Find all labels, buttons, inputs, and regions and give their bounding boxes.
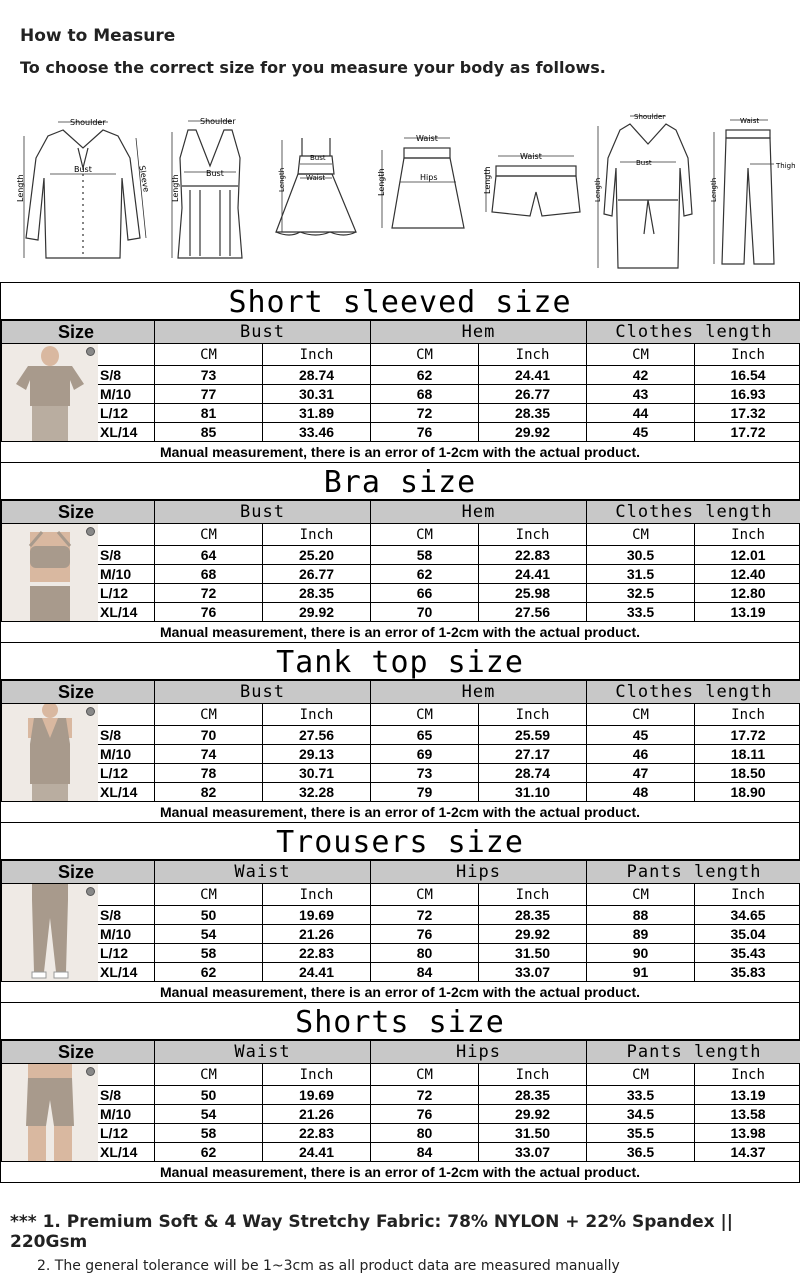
unit-inch: Inch (263, 344, 371, 366)
measurement-cell: 13.98 (695, 1124, 800, 1143)
measurement-cell: 69 (371, 745, 479, 764)
measurement-cell: 68 (371, 385, 479, 404)
size-label: M/10 (98, 565, 155, 584)
measurement-cell: 88 (587, 906, 695, 925)
measurement-cell: 70 (155, 726, 263, 745)
measurement-cell: 76 (371, 423, 479, 442)
measurement-cell: 19.69 (263, 906, 371, 925)
measurement-cell: 29.13 (263, 745, 371, 764)
size-label: XL/14 (98, 423, 155, 442)
measurement-cell: 35.5 (587, 1124, 695, 1143)
blank-cell (98, 344, 155, 366)
size-label: XL/14 (98, 1143, 155, 1162)
product-photo (2, 344, 98, 442)
measurement-cell: 33.5 (587, 603, 695, 622)
table-row (2, 783, 800, 802)
photo-badge-icon (86, 887, 95, 896)
size-table (1, 1040, 800, 1162)
size-label: L/12 (98, 584, 155, 603)
size-section-short-sleeve-top (1, 283, 799, 463)
measurement-cell: 31.10 (479, 783, 587, 802)
tank-top-photo-icon (2, 704, 98, 801)
measurement-cell: 72 (371, 906, 479, 925)
column-header: Waist (155, 861, 371, 884)
size-header: Size (2, 681, 155, 704)
dress-waist-label: Waist (306, 174, 326, 182)
measurement-cell: 17.32 (695, 404, 800, 423)
table-row (2, 546, 800, 565)
unit-cm: CM (155, 1064, 263, 1086)
measurement-cell: 25.59 (479, 726, 587, 745)
column-header: Pants length (587, 1041, 800, 1064)
measurement-cell: 29.92 (479, 1105, 587, 1124)
size-label: S/8 (98, 906, 155, 925)
measurement-cell: 66 (371, 584, 479, 603)
column-header: Bust (155, 681, 371, 704)
diagram-vest (160, 108, 260, 276)
coat-icon (590, 108, 700, 276)
measurement-diagrams (0, 108, 800, 276)
measurement-cell: 13.19 (695, 1086, 800, 1105)
measurement-cell: 32.28 (263, 783, 371, 802)
measurement-cell: 16.93 (695, 385, 800, 404)
unit-inch: Inch (479, 884, 587, 906)
skirt-waist-label: Waist (416, 134, 438, 143)
measurement-note: Manual measurement, there is an error of 1-2cm with the actual product. (1, 982, 799, 1003)
measurement-cell: 73 (155, 366, 263, 385)
skirt-length-label: Length (377, 168, 386, 196)
measurement-cell: 25.20 (263, 546, 371, 565)
shirt-icon (8, 108, 158, 276)
size-label: S/8 (98, 726, 155, 745)
measurement-cell: 62 (371, 565, 479, 584)
measurement-cell: 27.56 (479, 603, 587, 622)
unit-inch: Inch (479, 704, 587, 726)
measurement-cell: 28.35 (263, 584, 371, 603)
pants-thigh-label: Thigh (776, 162, 796, 170)
measurement-cell: 70 (371, 603, 479, 622)
measurement-cell: 29.92 (479, 423, 587, 442)
size-label: XL/14 (98, 783, 155, 802)
diagram-coat (590, 108, 700, 276)
measurement-cell: 65 (371, 726, 479, 745)
measurement-cell: 45 (587, 726, 695, 745)
vest-bust-label: Bust (206, 169, 224, 178)
unit-inch: Inch (695, 1064, 800, 1086)
measurement-cell: 50 (155, 906, 263, 925)
measurement-cell: 48 (587, 783, 695, 802)
measurement-cell: 91 (587, 963, 695, 982)
measurement-cell: 64 (155, 546, 263, 565)
unit-cm: CM (587, 884, 695, 906)
measurement-cell: 58 (155, 1124, 263, 1143)
unit-inch: Inch (263, 704, 371, 726)
measurement-cell: 28.35 (479, 906, 587, 925)
measurement-cell: 31.89 (263, 404, 371, 423)
unit-cm: CM (155, 344, 263, 366)
measurement-cell: 80 (371, 944, 479, 963)
table-row (2, 1105, 800, 1124)
photo-badge-icon (86, 707, 95, 716)
size-label: L/12 (98, 1124, 155, 1143)
measurement-cell: 35.83 (695, 963, 800, 982)
measurement-cell: 18.50 (695, 764, 800, 783)
measurement-cell: 90 (587, 944, 695, 963)
size-section-bra (1, 463, 799, 643)
photo-badge-icon (86, 527, 95, 536)
measurement-cell: 31.5 (587, 565, 695, 584)
coat-bust-label: Bust (636, 159, 652, 167)
diagram-shirt (8, 108, 158, 276)
size-header: Size (2, 321, 155, 344)
measurement-cell: 19.69 (263, 1086, 371, 1105)
size-table (1, 500, 800, 622)
shorts-waist-label: Waist (520, 152, 542, 161)
measurement-cell: 25.98 (479, 584, 587, 603)
measurement-note: Manual measurement, there is an error of 1-2cm with the actual product. (1, 802, 799, 823)
measurement-cell: 35.43 (695, 944, 800, 963)
size-table (1, 320, 800, 442)
column-header: Bust (155, 321, 371, 344)
measurement-cell: 30.71 (263, 764, 371, 783)
measurement-cell: 50 (155, 1086, 263, 1105)
column-header: Hem (371, 501, 587, 524)
measurement-cell: 36.5 (587, 1143, 695, 1162)
fabric-note: *** 1. Premium Soft & 4 Way Stretchy Fabric: 78% NYLON + 22% Spandex || 220Gsm (10, 1212, 733, 1252)
measurement-cell: 43 (587, 385, 695, 404)
measurement-note: Manual measurement, there is an error of 1-2cm with the actual product. (1, 622, 799, 643)
measurement-cell: 84 (371, 1143, 479, 1162)
product-photo (2, 704, 98, 802)
unit-inch: Inch (479, 344, 587, 366)
measurement-cell: 32.5 (587, 584, 695, 603)
measurement-cell: 12.80 (695, 584, 800, 603)
shorts-icon (476, 108, 586, 276)
table-row (2, 726, 800, 745)
footer-notes (10, 1212, 800, 1274)
measurement-cell: 72 (371, 1086, 479, 1105)
unit-cm: CM (155, 704, 263, 726)
size-label: XL/14 (98, 963, 155, 982)
column-header: Waist (155, 1041, 371, 1064)
blank-cell (98, 884, 155, 906)
measurement-cell: 58 (371, 546, 479, 565)
shirt-length-label: Length (16, 174, 25, 202)
product-photo (2, 1064, 98, 1162)
measurement-cell: 34.5 (587, 1105, 695, 1124)
size-table (1, 860, 800, 982)
diagram-dress (270, 108, 360, 276)
table-row (2, 603, 800, 622)
size-label: L/12 (98, 764, 155, 783)
table-row (2, 423, 800, 442)
measurement-cell: 28.35 (479, 404, 587, 423)
measurement-cell: 77 (155, 385, 263, 404)
unit-cm: CM (155, 524, 263, 546)
short-sleeve-top-photo-icon (2, 344, 98, 441)
measurement-cell: 29.92 (263, 603, 371, 622)
vest-length-label: Length (171, 174, 180, 202)
measurement-cell: 85 (155, 423, 263, 442)
measurement-cell: 44 (587, 404, 695, 423)
measurement-cell: 54 (155, 1105, 263, 1124)
measurement-cell: 28.74 (479, 764, 587, 783)
section-title: Trousers size (1, 823, 799, 860)
table-row (2, 963, 800, 982)
how-to-measure-heading: How to Measure (20, 26, 176, 46)
unit-inch: Inch (695, 884, 800, 906)
measurement-cell: 76 (371, 925, 479, 944)
measurement-cell: 33.07 (479, 1143, 587, 1162)
unit-cm: CM (587, 344, 695, 366)
bra-photo-icon (2, 524, 98, 621)
dress-bust-label: Bust (310, 154, 326, 162)
measurement-cell: 24.41 (479, 565, 587, 584)
size-label: L/12 (98, 404, 155, 423)
unit-inch: Inch (263, 1064, 371, 1086)
product-photo (2, 524, 98, 622)
table-row (2, 1124, 800, 1143)
coat-shoulder-label: Shoulder (634, 113, 666, 121)
size-label: L/12 (98, 944, 155, 963)
diagram-skirt (370, 108, 470, 276)
measurement-cell: 12.01 (695, 546, 800, 565)
photo-badge-icon (86, 1067, 95, 1076)
column-header: Hem (371, 681, 587, 704)
table-row (2, 1086, 800, 1105)
how-to-measure-subheading: To choose the correct size for you measure your body as follows. (20, 58, 606, 77)
size-label: S/8 (98, 1086, 155, 1105)
unit-cm: CM (587, 704, 695, 726)
measurement-cell: 22.83 (263, 1124, 371, 1143)
skirt-icon (370, 108, 470, 276)
measurement-cell: 14.37 (695, 1143, 800, 1162)
section-title: Short sleeved size (1, 283, 799, 320)
measurement-cell: 28.74 (263, 366, 371, 385)
column-header: Pants length (587, 861, 800, 884)
measurement-cell: 80 (371, 1124, 479, 1143)
size-section-tank-top (1, 643, 799, 823)
size-header: Size (2, 501, 155, 524)
measurement-cell: 28.35 (479, 1086, 587, 1105)
size-header: Size (2, 861, 155, 884)
column-header: Clothes length (587, 501, 800, 524)
shirt-bust-label: Bust (74, 165, 92, 174)
unit-inch: Inch (263, 884, 371, 906)
measurement-cell: 30.31 (263, 385, 371, 404)
trousers-photo-icon (2, 884, 98, 981)
blank-cell (98, 1064, 155, 1086)
measurement-cell: 27.56 (263, 726, 371, 745)
measurement-cell: 81 (155, 404, 263, 423)
measurement-cell: 21.26 (263, 1105, 371, 1124)
column-header: Clothes length (587, 681, 800, 704)
shirt-shoulder-label: Shoulder (70, 118, 106, 127)
coat-length-label: Length (594, 177, 602, 202)
tolerance-note: 2. The general tolerance will be 1~3cm as all product data are measured manually (37, 1258, 620, 1274)
size-header: Size (2, 1041, 155, 1064)
measurement-cell: 22.83 (479, 546, 587, 565)
measurement-cell: 18.11 (695, 745, 800, 764)
vest-shoulder-label: Shoulder (200, 117, 236, 126)
table-row (2, 906, 800, 925)
size-tables (0, 282, 800, 1183)
measurement-cell: 24.41 (479, 366, 587, 385)
pants-length-label: Length (710, 177, 718, 202)
unit-cm: CM (587, 524, 695, 546)
measurement-cell: 78 (155, 764, 263, 783)
measurement-cell: 33.5 (587, 1086, 695, 1105)
unit-inch: Inch (695, 524, 800, 546)
measurement-cell: 24.41 (263, 1143, 371, 1162)
pants-icon (700, 108, 800, 276)
table-row (2, 385, 800, 404)
shorts-photo-icon (2, 1064, 98, 1161)
measurement-cell: 17.72 (695, 726, 800, 745)
measurement-cell: 76 (371, 1105, 479, 1124)
unit-inch: Inch (263, 524, 371, 546)
measurement-cell: 62 (371, 366, 479, 385)
measurement-cell: 79 (371, 783, 479, 802)
table-row (2, 944, 800, 963)
section-title: Tank top size (1, 643, 799, 680)
measurement-cell: 22.83 (263, 944, 371, 963)
diagram-pants (700, 108, 800, 276)
size-label: M/10 (98, 745, 155, 764)
measurement-cell: 74 (155, 745, 263, 764)
unit-cm: CM (371, 344, 479, 366)
unit-inch: Inch (695, 704, 800, 726)
column-header: Hips (371, 861, 587, 884)
measurement-cell: 73 (371, 764, 479, 783)
column-header: Bust (155, 501, 371, 524)
unit-cm: CM (371, 1064, 479, 1086)
column-header: Hips (371, 1041, 587, 1064)
section-title: Bra size (1, 463, 799, 500)
measurement-cell: 76 (155, 603, 263, 622)
measurement-cell: 72 (155, 584, 263, 603)
size-section-trousers (1, 823, 799, 1003)
measurement-cell: 26.77 (263, 565, 371, 584)
measurement-cell: 62 (155, 963, 263, 982)
section-title: Shorts size (1, 1003, 799, 1040)
measurement-cell: 89 (587, 925, 695, 944)
measurement-cell: 72 (371, 404, 479, 423)
intro (20, 26, 606, 77)
size-section-shorts (1, 1003, 799, 1182)
table-row (2, 925, 800, 944)
unit-cm: CM (371, 524, 479, 546)
table-row (2, 764, 800, 783)
measurement-cell: 54 (155, 925, 263, 944)
unit-cm: CM (371, 704, 479, 726)
unit-cm: CM (587, 1064, 695, 1086)
measurement-cell: 31.50 (479, 944, 587, 963)
size-table (1, 680, 800, 802)
product-photo (2, 884, 98, 982)
table-row (2, 565, 800, 584)
shorts-length-label: Length (483, 166, 492, 194)
skirt-hips-label: Hips (420, 173, 438, 182)
column-header: Clothes length (587, 321, 800, 344)
table-row (2, 404, 800, 423)
measurement-cell: 68 (155, 565, 263, 584)
blank-cell (98, 704, 155, 726)
measurement-cell: 27.17 (479, 745, 587, 764)
measurement-cell: 84 (371, 963, 479, 982)
unit-cm: CM (371, 884, 479, 906)
measurement-cell: 16.54 (695, 366, 800, 385)
size-label: S/8 (98, 546, 155, 565)
measurement-note: Manual measurement, there is an error of 1-2cm with the actual product. (159, 1164, 640, 1180)
size-label: S/8 (98, 366, 155, 385)
measurement-cell: 82 (155, 783, 263, 802)
measurement-cell: 24.41 (263, 963, 371, 982)
measurement-cell: 13.19 (695, 603, 800, 622)
measurement-cell: 26.77 (479, 385, 587, 404)
measurement-cell: 12.40 (695, 565, 800, 584)
dress-length-label: Length (278, 167, 286, 192)
measurement-cell: 35.04 (695, 925, 800, 944)
measurement-cell: 21.26 (263, 925, 371, 944)
measurement-cell: 33.46 (263, 423, 371, 442)
unit-inch: Inch (479, 1064, 587, 1086)
measurement-note: Manual measurement, there is an error of 1-2cm with the actual product. (1, 442, 799, 463)
measurement-cell: 33.07 (479, 963, 587, 982)
unit-inch: Inch (479, 524, 587, 546)
measurement-cell: 34.65 (695, 906, 800, 925)
measurement-cell: 29.92 (479, 925, 587, 944)
size-label: M/10 (98, 925, 155, 944)
measurement-cell: 13.58 (695, 1105, 800, 1124)
measurement-cell: 62 (155, 1143, 263, 1162)
measurement-cell: 47 (587, 764, 695, 783)
table-row (2, 584, 800, 603)
unit-inch: Inch (695, 344, 800, 366)
size-label: M/10 (98, 385, 155, 404)
blank-cell (98, 524, 155, 546)
diagram-shorts (476, 108, 586, 276)
table-row (2, 1143, 800, 1162)
measurement-cell: 58 (155, 944, 263, 963)
measurement-cell: 46 (587, 745, 695, 764)
table-row (2, 366, 800, 385)
size-label: M/10 (98, 1105, 155, 1124)
column-header: Hem (371, 321, 587, 344)
measurement-cell: 18.90 (695, 783, 800, 802)
shirt-sleeve-label: Sleeve (137, 164, 151, 193)
measurement-cell: 17.72 (695, 423, 800, 442)
measurement-cell: 45 (587, 423, 695, 442)
measurement-cell: 30.5 (587, 546, 695, 565)
table-row (2, 745, 800, 764)
measurement-cell: 31.50 (479, 1124, 587, 1143)
photo-badge-icon (86, 347, 95, 356)
size-label: XL/14 (98, 603, 155, 622)
unit-cm: CM (155, 884, 263, 906)
dress-icon (270, 108, 360, 276)
pants-waist-label: Waist (740, 117, 760, 125)
measurement-cell: 42 (587, 366, 695, 385)
vest-icon (160, 108, 260, 276)
